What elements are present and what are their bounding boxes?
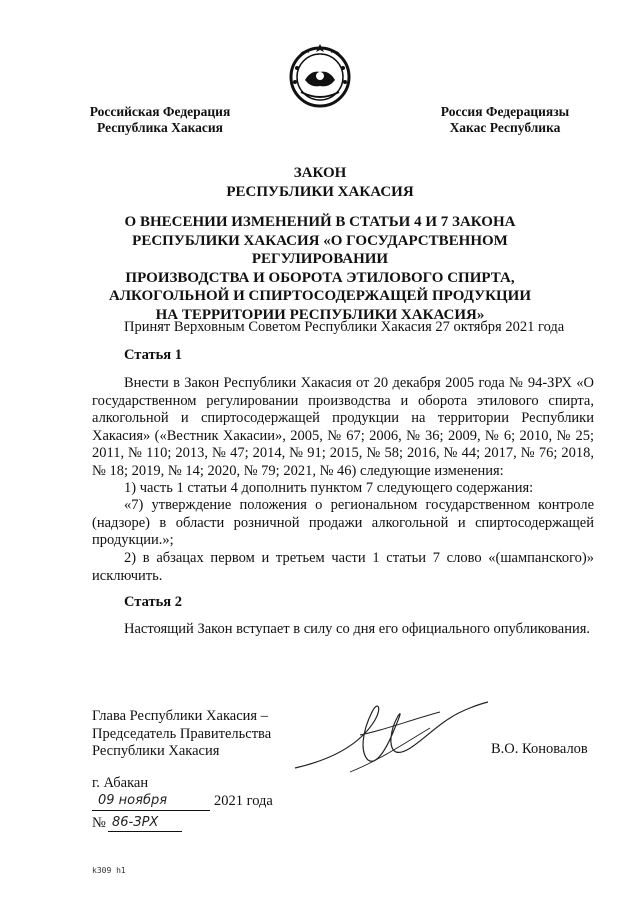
footer-code: k309 h1 [92, 866, 126, 875]
number-prefix: № [92, 815, 106, 831]
document-issuer: РЕСПУБЛИКИ ХАКАСИЯ [226, 184, 414, 200]
article1-intro: Внести в Закон Республики Хакасия от 20 декабря 2005 года № 94-ЗРХ «О государственном регулировании производства и оборота этилового спирта, алкогольной и спиртосодержащей продукции на территории Республики Хакасия» («Вестник Хакасии», 2005, № 67; 2006, № 36; 2009, № 6; 2010, № 25; 2011, № 110; 2013, № 47; 2014, № 91; 2015, № 58; 2016, № 44; 2017, № 76; 2018, № 18; 2019, № 14; 2020, № 79; 2021, № 46) следующие изменения: [92, 375, 594, 479]
article2-heading: Статья 2 [124, 594, 182, 610]
header-left-line1: Российская Федерация [89, 104, 231, 119]
article1-item1-text: «7) утверждение положения о региональном государственном контроле (надзоре) в области розничной продажи алкогольной и спиртосодержащей продукции.»; [92, 497, 594, 548]
signatory-line3: Республики Хакасия [92, 743, 220, 759]
signatory-line1: Глава Республики Хакасия – [92, 708, 268, 724]
header-right-line2: Хакас Республика [449, 120, 561, 135]
subject-line4: АЛКОГОЛЬНОЙ И СПИРТОСОДЕРЖАЩЕЙ ПРОДУКЦИИ [108, 288, 532, 304]
subject-line5: НА ТЕРРИТОРИИ РЕСПУБЛИКИ ХАКАСИЯ» [155, 306, 485, 323]
header-right-line1: Россия Федерациязы [440, 104, 570, 119]
header-left-line2: Республика Хакасия [97, 120, 223, 135]
date-field [92, 792, 210, 811]
header-left [80, 104, 240, 136]
signatory-name: В.О. Коновалов [491, 741, 588, 757]
signatory-line2: Председатель Правительства [92, 725, 272, 742]
signatory-title [92, 708, 271, 761]
document-type: ЗАКОН [293, 165, 347, 181]
subject-line3: ПРОИЗВОДСТВА И ОБОРОТА ЭТИЛОВОГО СПИРТА, [125, 269, 515, 286]
law-subject [80, 213, 560, 324]
number-handwritten: 86-ЗРХ [112, 815, 159, 830]
number-field [108, 814, 182, 832]
place-city: г. Абакан [92, 775, 149, 791]
adoption-line: Принят Верховным Советом Республики Хакасия 27 октября 2021 года [124, 319, 565, 335]
date-handwritten: 09 ноября [98, 793, 168, 808]
subject-line2: РЕСПУБЛИКИ ХАКАСИЯ «О ГОСУДАРСТВЕННОМ РЕГУЛИРОВАНИИ [132, 232, 508, 267]
article1-heading: Статья 1 [124, 347, 182, 363]
khakassia-emblem-icon [287, 42, 353, 108]
date-year: 2021 года [214, 793, 273, 809]
handwritten-signature [290, 690, 490, 780]
article1-item1: 1) часть 1 статьи 4 дополнить пунктом 7 следующего содержания: [124, 480, 534, 496]
subject-line1: О ВНЕСЕНИИ ИЗМЕНЕНИЙ В СТАТЬИ 4 И 7 ЗАКОНА [124, 214, 516, 230]
article1-item2: 2) в абзацах первом и третьем части 1 статьи 7 слово «(шампанского)» исключить. [92, 550, 594, 584]
header-right [430, 104, 580, 136]
article2-text: Настоящий Закон вступает в силу со дня его официального опубликования. [124, 621, 591, 637]
